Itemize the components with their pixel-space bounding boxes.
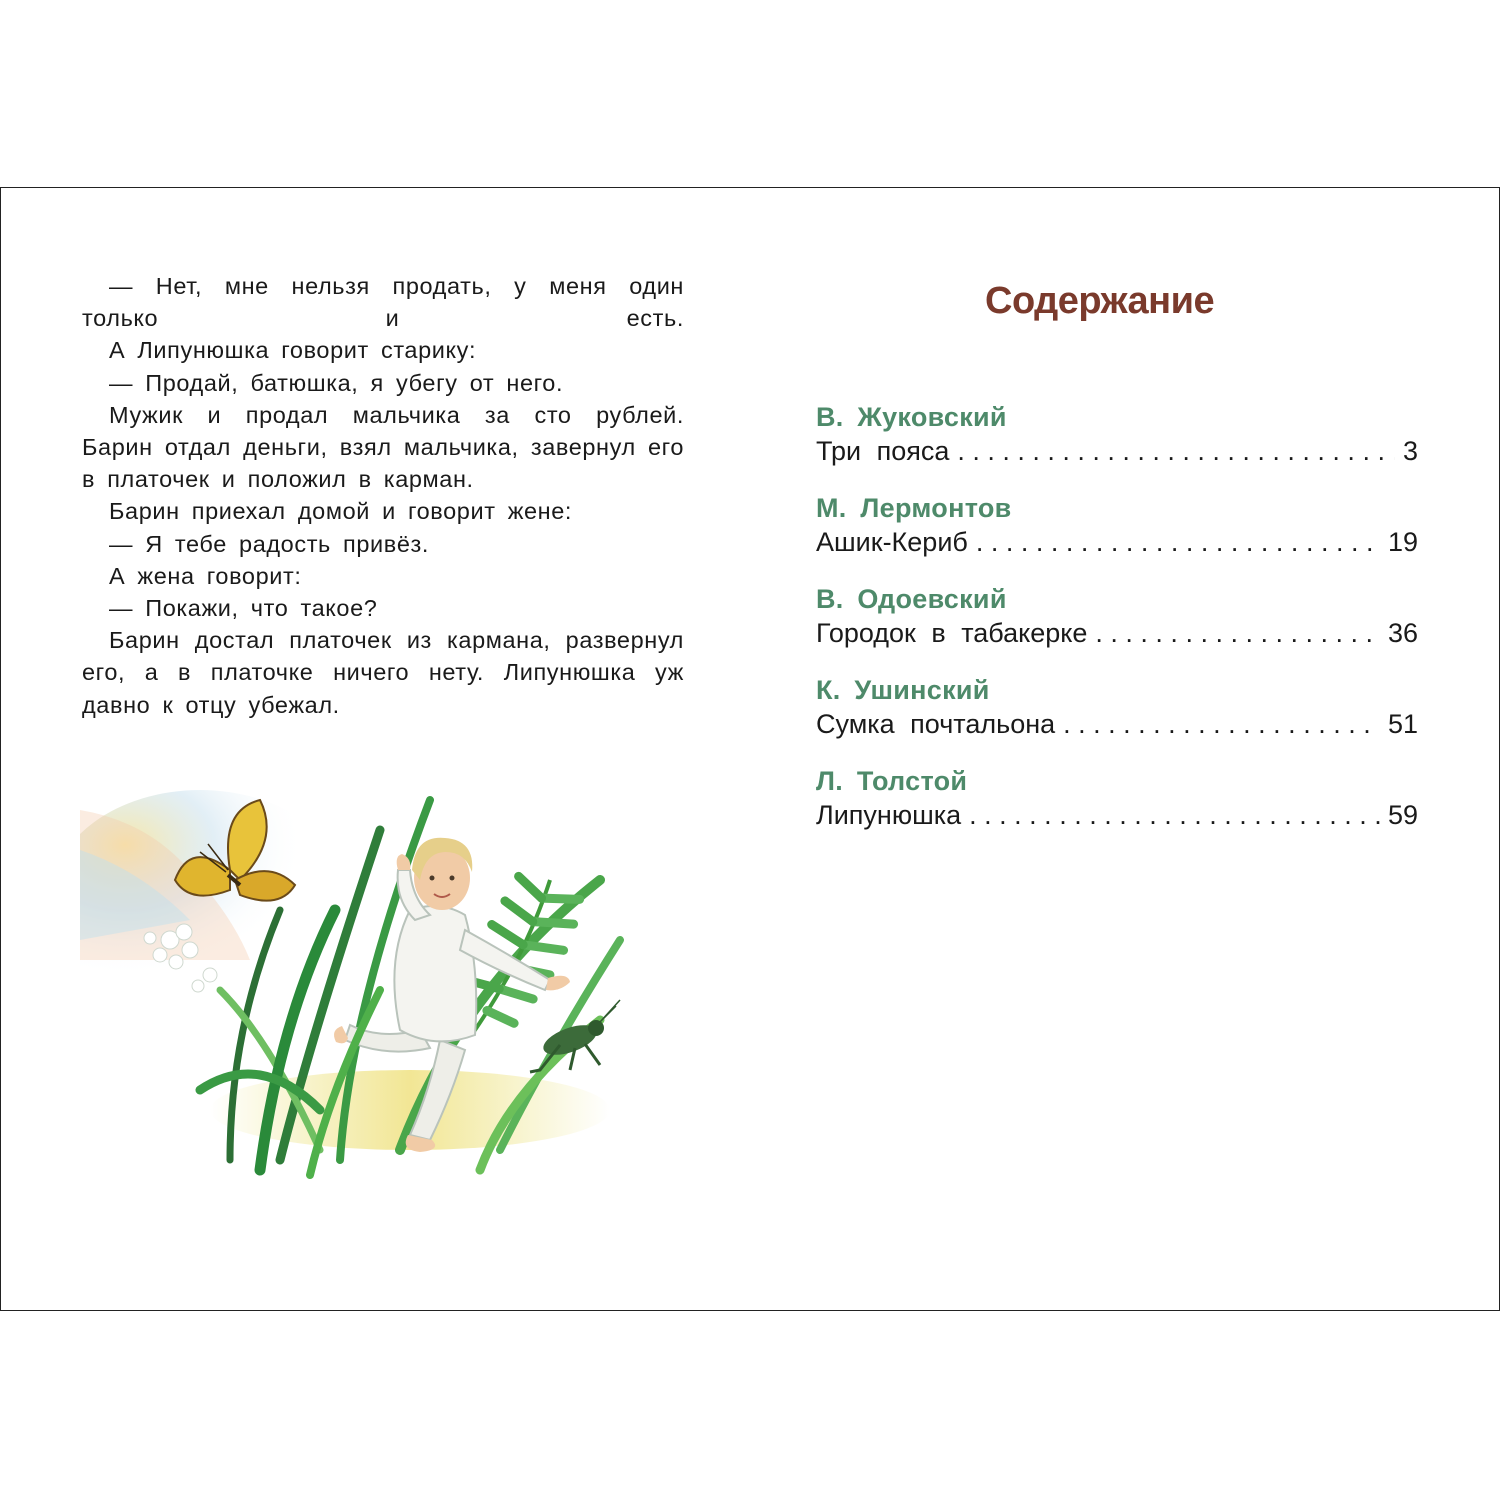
- toc-page-number: 59: [1387, 800, 1418, 830]
- toc-leader-dots: [976, 525, 1380, 559]
- toc-page-number: 36: [1387, 618, 1418, 648]
- toc-entry[interactable]: [816, 582, 1418, 673]
- toc-leader-dots: [1095, 616, 1380, 650]
- toc-leader-dots: [969, 798, 1380, 832]
- toc-page-number: 3: [1402, 436, 1418, 466]
- toc-line: [816, 798, 1418, 832]
- toc-author: М. Лермонтов: [816, 493, 1012, 523]
- toc-entry[interactable]: [816, 673, 1418, 764]
- toc-author: Л. Толстой: [816, 766, 968, 796]
- toc-story-title: Сумка почтальона: [816, 709, 1056, 739]
- toc-line: [816, 616, 1418, 650]
- toc-entry[interactable]: [816, 764, 1418, 855]
- toc-page-number: 19: [1387, 527, 1418, 557]
- toc-story-title: Ашик-Кериб: [816, 527, 968, 557]
- toc-story-title: Липунюшка: [816, 800, 962, 830]
- toc-author: В. Жуковский: [816, 402, 1007, 432]
- toc-author: В. Одоевский: [816, 584, 1007, 614]
- story-paragraph: Мужик и продал мальчика за сто рублей. Барин отдал деньги, взял мальчика, завернул его в платочек и положил в карман.: [82, 401, 684, 493]
- illustration-art: [80, 790, 640, 1180]
- boy-in-grass-illustration: [80, 790, 640, 1180]
- toc-line: [816, 525, 1418, 559]
- toc-leader-dots: [957, 434, 1395, 468]
- toc-leader-dots: [1063, 707, 1380, 741]
- story-paragraph: Барин приехал домой и говорит жене:: [109, 498, 573, 525]
- toc-page-number: 51: [1387, 709, 1418, 739]
- story-paragraph: — Покажи, что такое?: [109, 595, 378, 622]
- toc-title: Содержание: [985, 280, 1215, 322]
- toc-line: [816, 707, 1418, 741]
- story-text: [82, 270, 684, 721]
- toc-author: К. Ушинский: [816, 675, 990, 705]
- story-paragraph: Барин достал платочек из кармана, развернул его, а в платочке ничего нету. Липунюшка уж давно к отцу убежал.: [82, 627, 684, 718]
- story-paragraph: — Нет, мне нельзя продать, у меня один только и есть.: [82, 273, 684, 332]
- toc-story-title: Три пояса: [816, 436, 950, 466]
- toc-line: [816, 434, 1418, 468]
- toc-entry[interactable]: [816, 491, 1418, 582]
- story-paragraph: — Продай, батюшка, я убегу от него.: [109, 369, 564, 396]
- table-of-contents: [816, 400, 1418, 855]
- story-paragraph: — Я тебе радость привёз.: [109, 530, 430, 557]
- story-paragraph: А Липунюшка говорит старику:: [109, 337, 477, 364]
- toc-entry[interactable]: [816, 400, 1418, 491]
- story-paragraph: А жена говорит:: [109, 562, 302, 589]
- toc-story-title: Городок в табакерке: [816, 618, 1088, 648]
